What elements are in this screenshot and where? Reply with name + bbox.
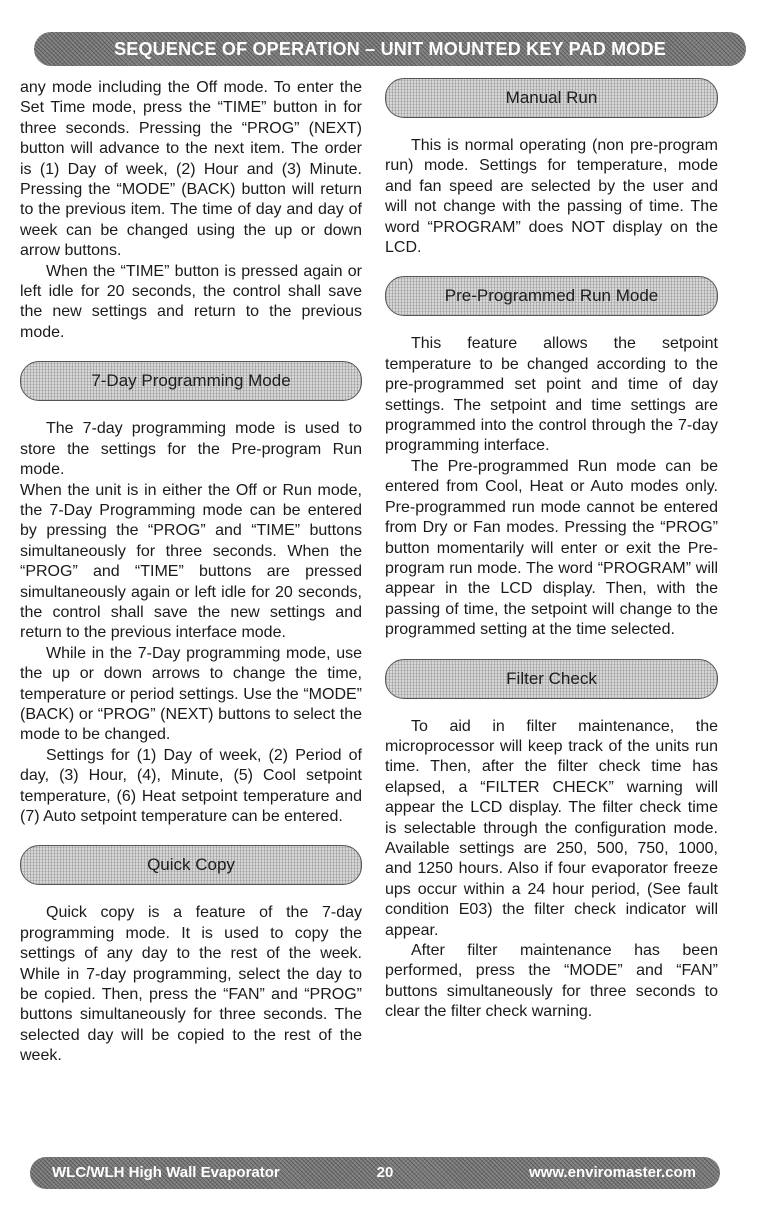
pre-programmed-paragraph-1: This feature allows the setpoint temperature to be changed according to the pre-programmed set point and time of day settings. The setpoint and time settings are programmed into the control through the 7-day programming interface. — [385, 335, 718, 455]
section-heading-7-day-programming: 7-Day Programming Mode — [20, 361, 362, 401]
section-heading-quick-copy: Quick Copy — [20, 845, 362, 885]
seven-day-paragraph-4: Settings for (1) Day of week, (2) Period of day, (3) Hour, (4), Minute, (5) Cool setpoint temperature, (6) Heat setpoint temperature and (7) Auto setpoint temperature can be entered. — [20, 746, 362, 825]
intro-paragraph-1: any mode including the Off mode. To enter the Set Time mode, press the “TIME” button in for three seconds. Pressing the “PROG” (NEXT) button will advance to the next item. The order is (1) Day of week, (2) Hour and (3) Minute. Pressing the “MODE” (BACK) button will return to the previous item. The time of day and day of week can be changed using the up or down arrow buttons. — [20, 79, 362, 260]
seven-day-paragraph-1: The 7-day programming mode is used to store the settings for the Pre-program Run mode. — [20, 420, 362, 479]
footer-product-name: WLC/WLH High Wall Evaporator — [52, 1164, 280, 1181]
quick-copy-paragraph: Quick copy is a feature of the 7-day programming mode. It is used to copy the settings of any day to the rest of the week. While in 7-day programming, select the day to be copied. Then, press the “FAN” and “PROG” buttons simultaneously for three seconds. The selected day will be copied to the rest of the week. — [20, 904, 362, 1065]
page-header-banner: SEQUENCE OF OPERATION – UNIT MOUNTED KEY PAD MODE — [34, 32, 746, 66]
left-column — [20, 78, 362, 1067]
page-footer-banner — [30, 1157, 720, 1189]
section-heading-filter-check: Filter Check — [385, 659, 718, 699]
footer-website-link[interactable]: www.enviromaster.com — [528, 1164, 696, 1181]
intro-paragraph-2: When the “TIME” button is pressed again or left idle for 20 seconds, the control shall save the new settings and return to the previous mode. — [20, 262, 362, 341]
right-column — [385, 78, 718, 1023]
footer-page-number: 20 — [376, 1164, 394, 1181]
section-heading-pre-programmed-run: Pre-Programmed Run Mode — [385, 276, 718, 316]
seven-day-paragraph-3: While in the 7-Day programming mode, use the up or down arrows to change the time, temperature or period settings. Use the “MODE” (BACK) or “PROG” (NEXT) buttons to select the mode to be changed. — [20, 644, 362, 744]
filter-check-paragraph-2: After filter maintenance has been performed, press the “MODE” and “FAN” buttons simultaneously for three seconds to clear the filter check warning. — [385, 942, 718, 1021]
filter-check-paragraph-1: To aid in filter maintenance, the microprocessor will keep track of the units run time. Then, after the filter check time has elapsed, a “FILTER CHECK” warning will appear the LCD display. The filter check time is selectable through the configuration mode. Available settings are 250, 500, 750, 1000, and 1250 hours. Also if four evaporator freeze ups occur within a 24 hour period, (See fault condition E03) the filter check indicator will appear. — [385, 717, 718, 939]
pre-programmed-paragraph-2: The Pre-programmed Run mode can be entered from Cool, Heat or Auto modes only. Pre-programmed run mode cannot be entered from Dry or Fan modes. Pressing the “PROG” button momentarily will enter or exit the Pre-program run mode. The word “PROGRAM” will appear in the LCD display. Then, with the passing of time, the setpoint will change to the programmed setting at the time selected. — [385, 457, 718, 639]
section-heading-manual-run: Manual Run — [385, 78, 718, 118]
manual-run-paragraph: This is normal operating (non pre-program run) mode. Settings for temperature, mode and fan speed are selected by the user and will not change with the passing of time. The word “PROGRAM” does NOT display on the LCD. — [385, 137, 718, 257]
seven-day-paragraph-2: When the unit is in either the Off or Run mode, the 7-Day Programming mode can be entered by pressing the “PROG” and “TIME” buttons simultaneously for three seconds. When the “PROG” and “TIME” buttons are pressed simultaneously again or left idle for 20 seconds, the control shall save the new settings and return to the previous interface mode. — [20, 481, 362, 642]
